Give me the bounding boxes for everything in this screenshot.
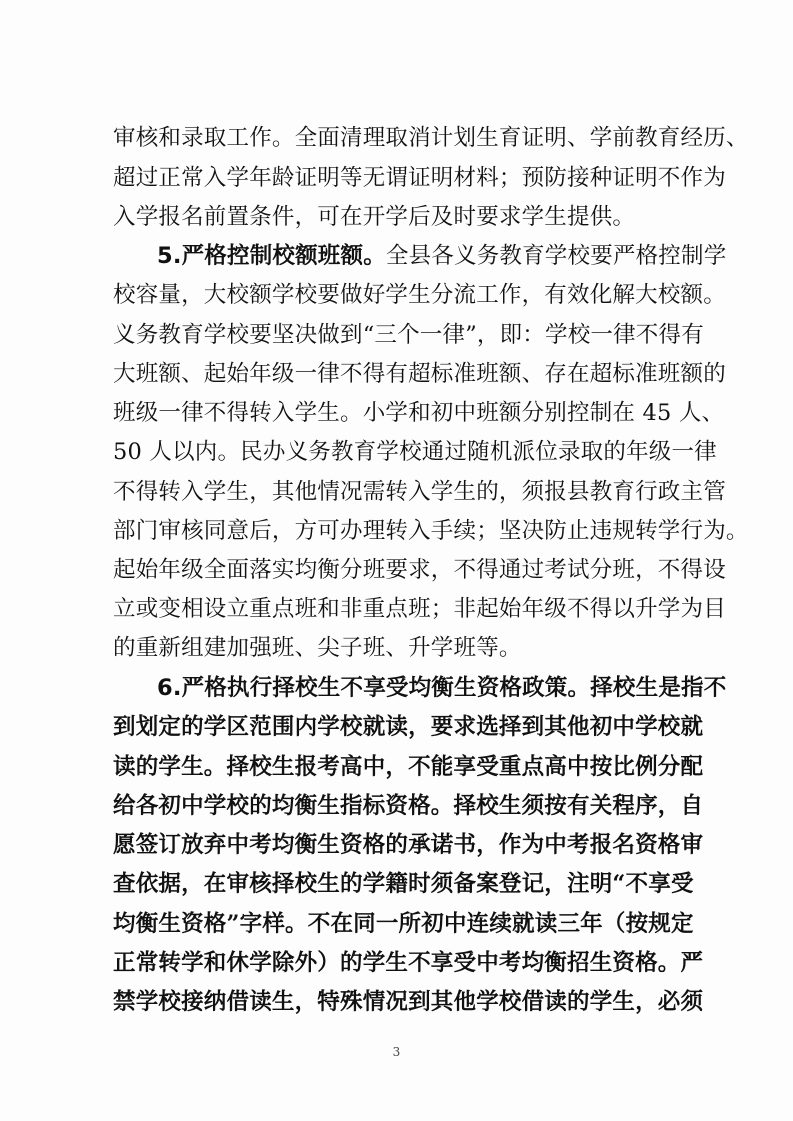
text-line: 到划定的学区范围内学校就读，要求选择到其他初中学校就 <box>113 714 704 740</box>
text-line: 均衡生资格”字样。不在同一所初中连续就读三年（按规定 <box>113 911 694 937</box>
text-line: 给各初中学校的均衡生指标资格。择校生须按有关程序，自 <box>113 793 704 819</box>
text-line: 读的学生。择校生报考高中，不能享受重点高中按比例分配 <box>113 754 704 780</box>
text-line: 超过正常入学年龄证明等无谓证明材料；预防接种证明不作为 <box>113 165 726 191</box>
text-line: 部门审核同意后，方可办理转入手续；坚决防止违规转学行为。 <box>113 518 749 544</box>
paragraph-6-first-line <box>157 670 727 706</box>
paragraph-5-heading: 5.严格控制校额班额。 <box>157 243 386 269</box>
text-line: 校容量，大校额学校要做好学生分流工作，有效化解大校额。 <box>113 282 726 308</box>
text-line: 愿签订放弃中考均衡生资格的承诺书，作为中考报名资格审 <box>113 832 704 858</box>
text-line: 的重新组建加强班、尖子班、升学班等。 <box>113 635 522 661</box>
paragraph-5-first-text: 全县各义务教育学校要严格控制学 <box>385 243 727 269</box>
text-line: 立或变相设立重点班和非重点班；非起始年级不得以升学为目 <box>113 596 726 622</box>
text-line: 班级一律不得转入学生。小学和初中班额分别控制在 45 人、 <box>113 400 725 426</box>
text-line: 不得转入学生，其他情况需转入学生的，须报县教育行政主管 <box>113 479 726 505</box>
text-line: 正常转学和休学除外）的学生不享受中考均衡招生资格。严 <box>113 950 704 976</box>
text-line: 大班额、起始年级一律不得有超标准班额、存在超标准班额的 <box>113 361 726 387</box>
text-line: 起始年级全面落实均衡分班要求，不得通过考试分班，不得设 <box>113 557 726 583</box>
text-line: 禁学校接纳借读生，特殊情况到其他学校借读的学生，必须 <box>113 989 704 1015</box>
text-line: 义务教育学校要坚决做到“三个一律”，即：学校一律不得有 <box>113 322 704 348</box>
text-line: 入学报名前置条件，可在开学后及时要求学生提供。 <box>113 204 636 230</box>
text-line: 查依据，在审核择校生的学籍时须备案登记，注明“不享受 <box>113 871 694 897</box>
text-line: 50 人以内。民办义务教育学校通过随机派位录取的年级一律 <box>113 439 717 465</box>
paragraph-5-first-line <box>157 238 727 274</box>
text-line: 审核和录取工作。全面清理取消计划生育证明、学前教育经历、 <box>113 125 749 151</box>
paragraph-6-heading: 6.严格执行择校生不享受均衡生资格政策。 <box>157 675 591 701</box>
page-number: 3 <box>392 1045 401 1059</box>
paragraph-6-first-text: 择校生是指不 <box>590 675 727 701</box>
